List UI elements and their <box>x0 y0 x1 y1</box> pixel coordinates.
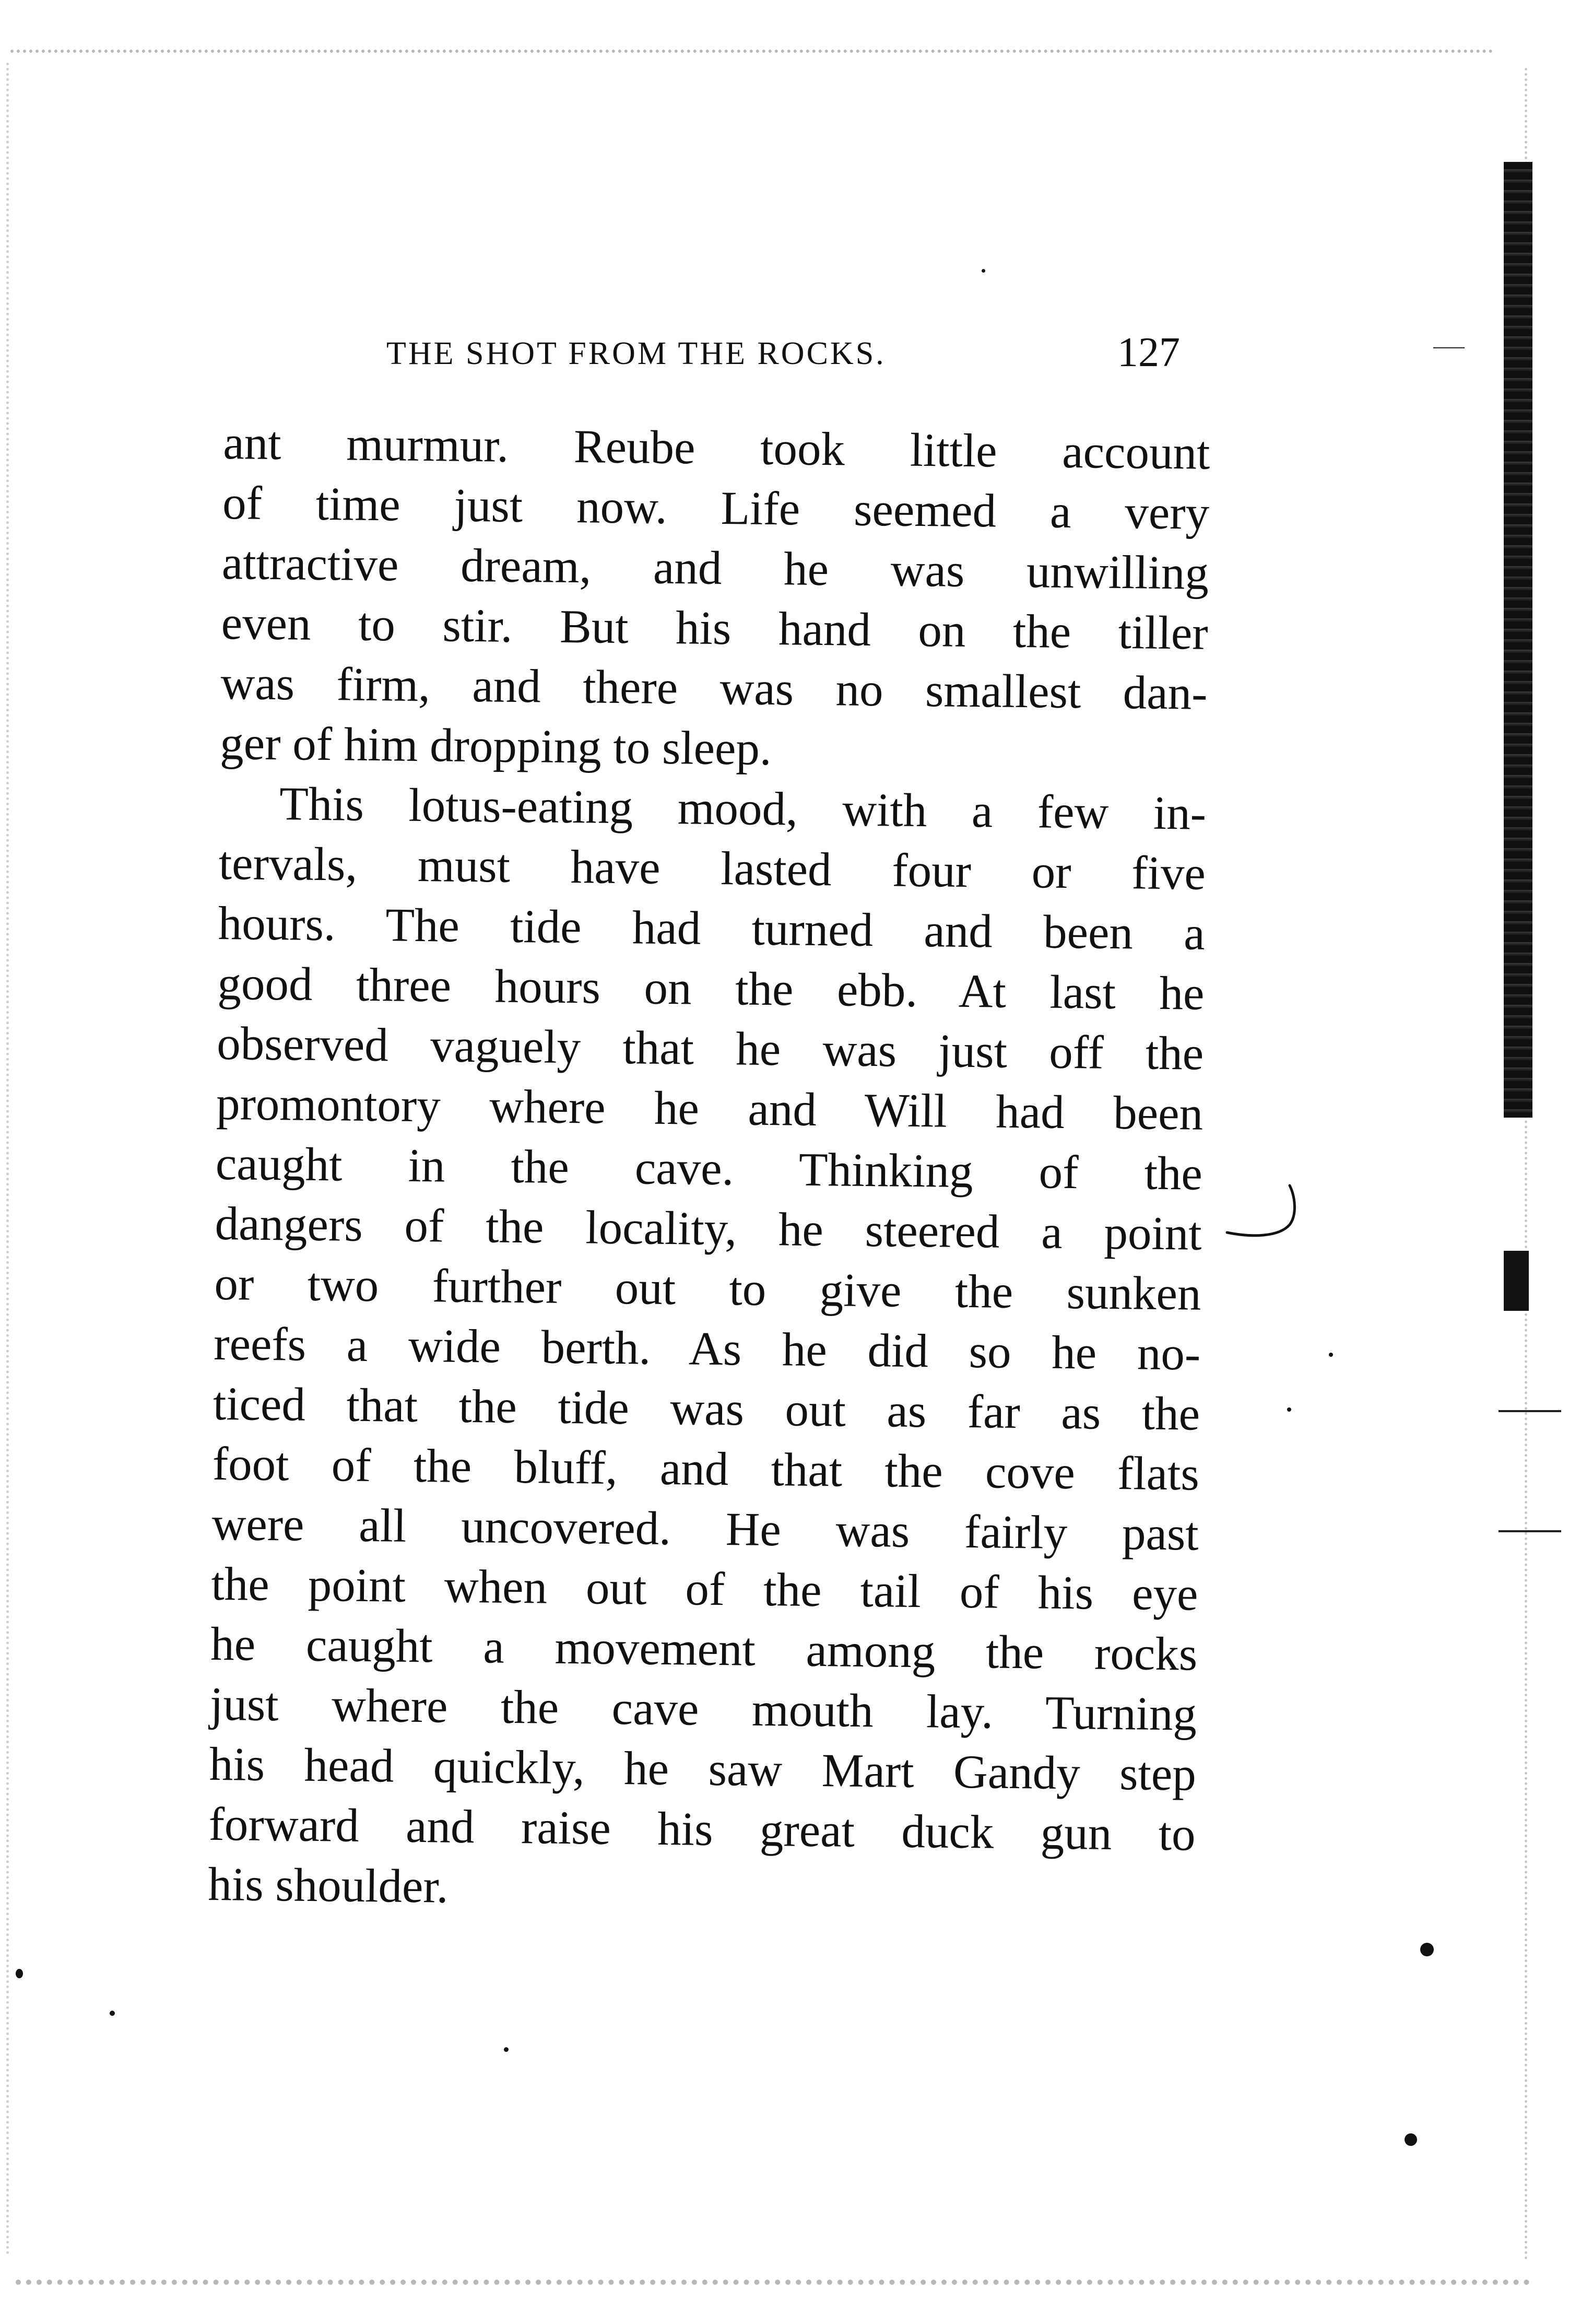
scan-dash <box>1433 347 1465 348</box>
paragraph <box>208 773 1207 1924</box>
scan-speck <box>110 2011 115 2016</box>
scan-speck <box>504 2047 509 2052</box>
scan-speck <box>1405 2133 1417 2146</box>
text-line: observed vaguely that he was just off the <box>216 1016 1204 1080</box>
text-line: ant murmur. Reube took little account <box>222 416 1210 479</box>
paragraph <box>220 413 1210 783</box>
text-line: attractive dream, and he was unwilling <box>221 536 1209 600</box>
body-text <box>208 413 1210 1924</box>
text-line: tervals, must have lasted four or five <box>218 836 1206 900</box>
pen-mark <box>1217 1175 1305 1248</box>
facing-page-dash <box>1499 1410 1561 1412</box>
text-line: the point when out of the tail of his eye <box>210 1557 1198 1621</box>
text-line: of time just now. Life seemed a very <box>222 476 1210 539</box>
text-line: just where the cave mouth lay. Turning <box>209 1677 1197 1741</box>
scan-edge-top <box>10 50 1493 53</box>
text-line: or two further out to give the sunken <box>214 1257 1201 1320</box>
text-line: forward and raise his great duck gun to <box>208 1797 1196 1861</box>
scan-edge-bottom <box>16 2280 1530 2285</box>
running-head: THE SHOT FROM THE ROCKS. <box>386 336 886 371</box>
text-line: hours. The tide had turned and been a <box>218 896 1206 960</box>
scan-speck <box>16 1969 23 1978</box>
text-line: ger of him dropping to sleep. <box>219 716 772 776</box>
text-line: ticed that the tide was out as far as the <box>213 1377 1200 1440</box>
scan-speck <box>1420 1943 1434 1956</box>
facing-page-dash <box>1499 1530 1561 1532</box>
text-line: This lotus-eating mood, with a few in- <box>279 777 1207 840</box>
text-line: was firm, and there was no smallest dan- <box>220 656 1208 720</box>
text-line: dangers of the locality, he steered a point <box>215 1196 1202 1260</box>
text-line: good three hours on the ebb. At last he <box>217 956 1205 1020</box>
text-line: foot of the bluff, and that the cove flats <box>212 1437 1200 1500</box>
text-line: he caught a movement among the rocks <box>210 1617 1198 1681</box>
text-line: reefs a wide berth. As he did so he no- <box>213 1317 1201 1380</box>
facing-page-bleed <box>1504 162 1532 1118</box>
text-line: his shoulder. <box>207 1857 449 1913</box>
text-line: promontory where he and Will had been <box>216 1076 1204 1140</box>
facing-page-bleed-block <box>1504 1251 1529 1311</box>
page-header <box>386 329 1180 386</box>
scan-edge-left <box>6 63 9 2256</box>
scan-speck <box>982 269 985 273</box>
text-line: even to stir. But his hand on the tiller <box>221 596 1209 660</box>
text-line: his head quickly, he saw Mart Gandy step <box>209 1737 1197 1801</box>
scan-speck <box>1287 1407 1291 1412</box>
text-line: were all uncovered. He was fairly past <box>211 1497 1199 1560</box>
page-number: 127 <box>1117 330 1180 375</box>
scan-speck <box>1329 1353 1333 1357</box>
text-line: caught in the cave. Thinking of the <box>215 1136 1203 1200</box>
